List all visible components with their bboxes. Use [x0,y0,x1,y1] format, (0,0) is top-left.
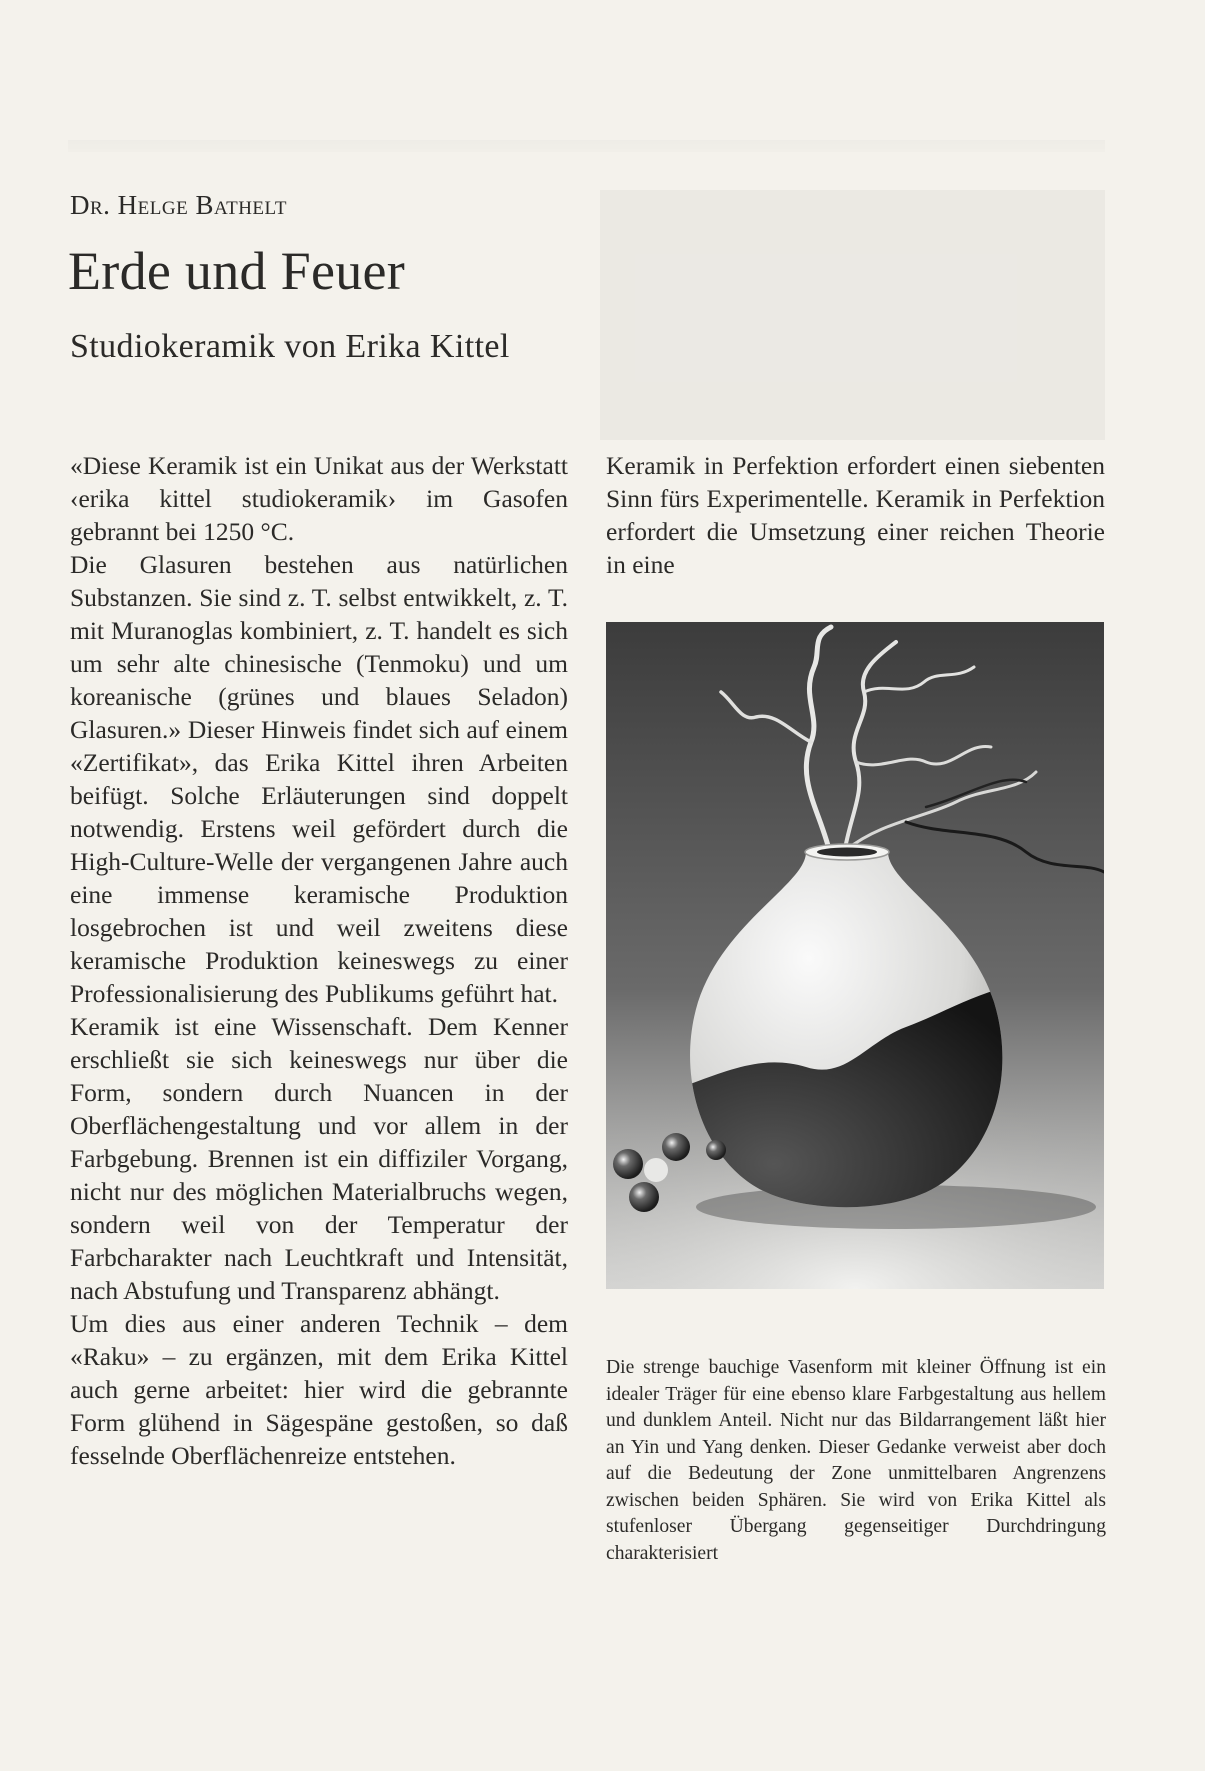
bleed-through-band [68,140,1105,152]
bleed-through-block [600,190,1105,440]
photo-caption: Die strenge bauchige Vasenform mit kleiner Öffnung ist ein idealer Träger für eine ebenso klare Farbgestaltung aus hellem und dunklem Anteil. Nicht nur das Bildarrangement läßt hier an Yin und Yang denken. Dieser Gedanke verweist aber doch auf die Bedeutung der Zone unmittelbaren Angrenzens zwischen beiden Sphären. Sie wird von Erika Kittel als stufenloser Übergang gegenseitiger Durchdringung charakterisiert [606,1357,1106,1564]
vase-photograph [606,622,1104,1289]
paragraph: «Diese Keramik ist ein Unikat aus der Werkstatt ‹erika kittel studiokeramik› im Gasofen gebrannt bei 1250 °C. [70,451,568,546]
paragraph: Die Glasuren bestehen aus natürlichen Substanzen. Sie sind z. T. selbst entwikkelt, z. T. mit Muranoglas kombiniert, z. T. handelt es sich um sehr alte chinesische (Tenmoku) und um koreanische (grünes und blaues Seladon) Glasuren.» Dieser Hinweis findet sich auf einem «Zertifikat», das Erika Kittel ihren Arbeiten beifügt. Solche Erläuterungen sind doppelt notwendig. Erstens weil gefördert durch die High-Culture-Welle der vergangenen Jahre auch eine immense keramische Produktion losgebrochen ist und weil zweitens diese keramische Produktion keineswegs zu einer Professionalisierung des Publikums geführt hat. [70,550,568,1008]
paragraph: Keramik ist eine Wissenschaft. Dem Kenner erschließt sie sich keineswegs nur über die Form, sondern durch Nuancen in der Oberflächengestaltung und vor allem in der Farbgebung. Brennen ist ein diffiziler Vorgang, nicht nur des möglichen Materialbruchs wegen, sondern weil von der Temperatur der Farbcharakter nach Leuchtkraft und Intensität, nach Abstufung und Transparenz abhängt. [70,1012,568,1305]
paragraph: Keramik in Perfektion erfordert einen siebenten Sinn fürs Experimentelle. Keramik in Perfektion erfordert die Umsetzung einer reichen Theorie in eine [606,451,1105,579]
author-name: Dr. Helge Bathelt [70,190,287,220]
right-text-column [606,449,1105,581]
vase-illustration [606,622,1104,1289]
left-text-column [70,449,568,1472]
article-subtitle: Studiokeramik von Erika Kittel [70,328,510,365]
article-title: Erde und Feuer [68,241,406,301]
paragraph: Um dies aus einer anderen Technik – dem «Raku» – zu ergänzen, mit dem Erika Kittel auch gerne arbeitet: hier wird die gebrannte Form glühend in Sägespäne gestoßen, so daß fesselnde Oberflächenreize entstehen. [70,1309,568,1470]
